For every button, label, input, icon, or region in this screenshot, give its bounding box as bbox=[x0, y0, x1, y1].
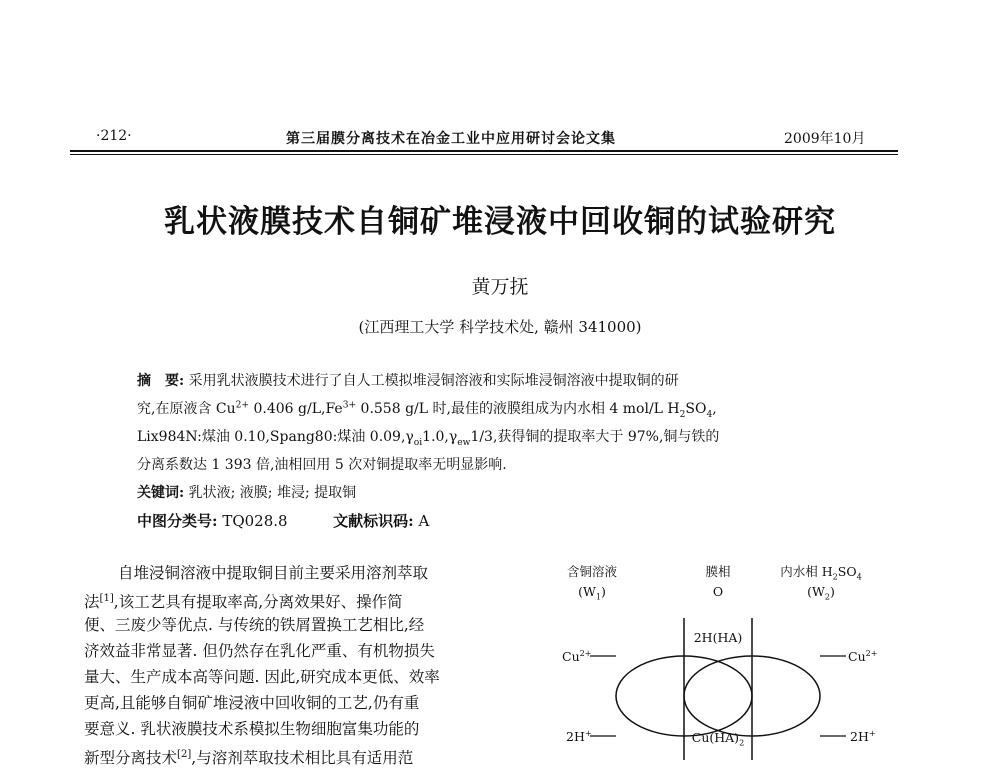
keywords-label: 关键词: bbox=[137, 485, 185, 501]
label-cu-right: $Cu^{2+}$ bbox=[848, 648, 878, 665]
body-line-7: 要意义. 乳状液膜技术系模拟生物细胞富集功能的 bbox=[84, 720, 420, 738]
liquid-membrane-diagram bbox=[540, 560, 880, 760]
phase-label-membrane: 膜相 bbox=[705, 564, 731, 579]
body-line-3: 便、三废少等优点. 与传统的铁屑置换工艺相比,经 bbox=[84, 616, 425, 634]
header-rule-thin bbox=[70, 154, 898, 155]
classification bbox=[137, 510, 429, 531]
keywords-text: 乳状液; 液膜; 堆浸; 提取铜 bbox=[188, 485, 357, 501]
publication-date: 2009年10月 bbox=[784, 131, 866, 147]
phase-label-internal: 内水相 $H_2SO_4$ bbox=[780, 564, 862, 582]
doc-code-value: A bbox=[418, 512, 430, 530]
label-cu-left: $Cu^{2+}$ bbox=[562, 648, 592, 665]
body-line-5: 量大、生产成本高等问题. 因此,研究成本更低、效率 bbox=[84, 668, 440, 686]
affiliation: (江西理工大学 科学技术处, 赣州 341000) bbox=[358, 318, 642, 336]
body-line-2: 法[1],该工艺具有提取率高,分离效果好、操作简 bbox=[84, 593, 403, 612]
label-cu-ha2: $Cu(HA)_2$ bbox=[691, 730, 745, 748]
abstract-line-3: Lix984N:煤油 0.10,Spang80:煤油 $0.09,\gamma_{oi}1.0,\gamma_{ew}1/3$,获得铜的提取率大于 97%,铜与铁的 bbox=[137, 429, 720, 448]
clc-label: 中图分类号: bbox=[137, 512, 218, 530]
body-line-4: 济效益非常显著. 但仍然存在乳化严重、有机物损失 bbox=[84, 642, 435, 660]
abstract-line-2: 究,在原液含 $Cu^{2+}$ 0.406 $g/L,Fe^{3+}$ 0.558 g/L 时,最佳的液膜组成为内水相 4 mol/L $H_2SO_4$, bbox=[137, 400, 717, 420]
phase-label-aqueous: 含铜溶液 bbox=[566, 564, 617, 579]
body-line-6: 更高,且能够自铜矿堆浸液中回收铜的工艺,仍有重 bbox=[84, 694, 420, 712]
author: 黄万抚 bbox=[471, 276, 529, 298]
abstract-line-4: 分离系数达 1 393 倍,油相回用 5 次对铜提取率无明显影响. bbox=[137, 457, 507, 473]
phase-symbol-o: O bbox=[712, 584, 724, 599]
phase-symbol-w1: $(W_1)$ bbox=[578, 584, 606, 602]
citation-1: [1] bbox=[99, 593, 114, 604]
abstract-line-1: 摘 要: 采用乳状液膜技术进行了自人工模拟堆浸铜溶液和实际堆浸铜溶液中提取铜的研 bbox=[137, 373, 679, 389]
paper-title: 乳状液膜技术自铜矿堆浸液中回收铜的试验研究 bbox=[164, 204, 836, 240]
clc-value: TQ028.8 bbox=[222, 512, 288, 530]
body-line-1: 自堆浸铜溶液中提取铜目前主要采用溶剂萃取 bbox=[118, 564, 429, 582]
body-line-8: 新型分离技术[2],与溶剂萃取技术相比具有适用范 bbox=[84, 749, 414, 768]
phase-symbol-w2: $(W_2)$ bbox=[807, 584, 835, 602]
label-h-right: 2H+ bbox=[850, 728, 876, 745]
abstract-label: 摘 要: bbox=[137, 373, 185, 389]
page-number: ·212· bbox=[96, 128, 132, 144]
label-2h-ha: 2H(HA) bbox=[693, 630, 743, 645]
keywords bbox=[137, 482, 356, 502]
proceedings-title: 第三届膜分离技术在冶金工业中应用研讨会论文集 bbox=[286, 131, 616, 147]
doc-code-label: 文献标识码: bbox=[333, 512, 414, 530]
citation-2: [2] bbox=[177, 749, 192, 760]
label-h-left: 2H+ bbox=[566, 728, 592, 745]
header-rule-thick bbox=[70, 150, 898, 152]
